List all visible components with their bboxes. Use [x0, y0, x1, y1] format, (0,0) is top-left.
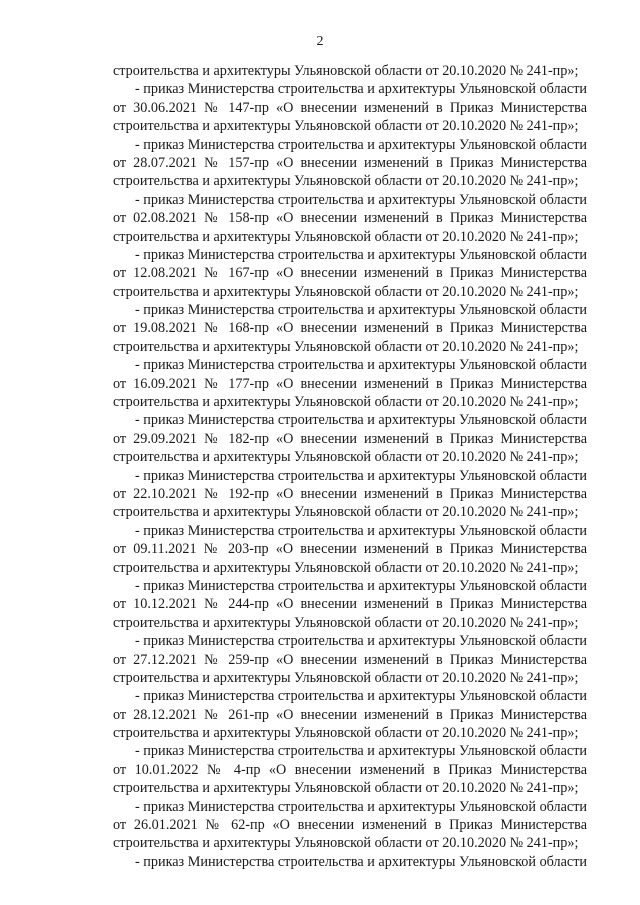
order-text-line: - приказ Министерства строительства и архитектуры Ульяновской области — [135, 522, 587, 539]
list-item — [113, 191, 587, 246]
order-text-line: от 30.06.2021 № 147-пр «О внесении изменений в Приказ Министерства — [113, 99, 587, 116]
list-item — [113, 136, 587, 191]
order-text-line: - приказ Министерства строительства и архитектуры Ульяновской области — [135, 302, 587, 319]
order-text-line: - приказ Министерства строительства и архитектуры Ульяновской области — [135, 81, 587, 98]
order-text-line: от 28.12.2021 № 261-пр «О внесении изменений в Приказ Министерства — [113, 706, 587, 723]
list-item — [113, 301, 587, 356]
list-item — [113, 742, 587, 797]
order-text-line: от 10.12.2021 № 244-пр «О внесении изменений в Приказ Министерства — [113, 596, 587, 613]
order-text-line: - приказ Министерства строительства и архитектуры Ульяновской области — [135, 357, 587, 374]
order-text-line: - приказ Министерства строительства и архитектуры Ульяновской области — [135, 798, 587, 815]
order-text-line: от 10.01.2022 № 4-пр «О внесении изменений в Приказ Министерства — [113, 761, 587, 778]
list-item — [113, 577, 587, 632]
order-text-line: строительства и архитектуры Ульяновской области от 20.10.2020 № 241-пр»; — [113, 780, 579, 797]
order-text-line: от 26.01.2021 № 62-пр «О внесении изменений в Приказ Министерства — [113, 817, 587, 834]
order-text-line: - приказ Министерства строительства и архитектуры Ульяновской области — [135, 633, 587, 650]
order-text-line: - приказ Министерства строительства и архитектуры Ульяновской области — [135, 467, 587, 484]
order-text-line: от 28.07.2021 № 157-пр «О внесении изменений в Приказ Министерства — [113, 154, 587, 171]
list-item — [113, 687, 587, 742]
order-text-line: от 27.12.2021 № 259-пр «О внесении изменений в Приказ Министерства — [113, 651, 587, 668]
order-text-line: - приказ Министерства строительства и архитектуры Ульяновской области — [135, 136, 587, 153]
list-item — [113, 632, 587, 687]
order-text-line: строительства и архитектуры Ульяновской области от 20.10.2020 № 241-пр»; — [113, 504, 579, 521]
order-list — [113, 80, 587, 852]
list-item — [113, 80, 587, 135]
list-item — [113, 246, 587, 301]
order-text-line: строительства и архитектуры Ульяновской области от 20.10.2020 № 241-пр»; — [113, 835, 579, 852]
order-text-line: от 09.11.2021 № 203-пр «О внесении изменений в Приказ Министерства — [113, 541, 587, 558]
order-text-line: строительства и архитектуры Ульяновской области от 20.10.2020 № 241-пр»; — [113, 725, 579, 742]
order-text-line: - приказ Министерства строительства и архитектуры Ульяновской области — [135, 743, 587, 760]
list-item — [113, 467, 587, 522]
order-text-line: от 29.09.2021 № 182-пр «О внесении изменений в Приказ Министерства — [113, 430, 587, 447]
order-text-line: строительства и архитектуры Ульяновской области от 20.10.2020 № 241-пр»; — [113, 228, 579, 245]
order-text-line: строительства и архитектуры Ульяновской области от 20.10.2020 № 241-пр»; — [113, 394, 579, 411]
order-text-line: строительства и архитектуры Ульяновской области от 20.10.2020 № 241-пр»; — [113, 118, 579, 135]
order-text-line: - приказ Министерства строительства и архитектуры Ульяновской области — [135, 246, 587, 263]
order-text-line: строительства и архитектуры Ульяновской области от 20.10.2020 № 241-пр»; — [113, 449, 579, 466]
page-number: 2 — [316, 34, 324, 49]
order-text-line: строительства и архитектуры Ульяновской области от 20.10.2020 № 241-пр»; — [113, 173, 579, 190]
order-text-line: - приказ Министерства строительства и архитектуры Ульяновской области — [135, 688, 587, 705]
order-text-line: от 16.09.2021 № 177-пр «О внесении изменений в Приказ Министерства — [113, 375, 587, 392]
document-body — [113, 62, 587, 871]
order-text-line: от 19.08.2021 № 168-пр «О внесении изменений в Приказ Министерства — [113, 320, 587, 337]
order-text-line: - приказ Министерства строительства и архитектуры Ульяновской области — [135, 577, 587, 594]
intro-line: строительства и архитектуры Ульяновской области от 20.10.2020 № 241-пр»; — [113, 63, 579, 79]
order-text-line: от 22.10.2021 № 192-пр «О внесении изменений в Приказ Министерства — [113, 485, 587, 502]
list-item — [113, 356, 587, 411]
order-text-line: - приказ Министерства строительства и архитектуры Ульяновской области — [135, 412, 587, 429]
list-item — [113, 798, 587, 853]
order-text-line: строительства и архитектуры Ульяновской области от 20.10.2020 № 241-пр»; — [113, 614, 579, 631]
order-text-line: строительства и архитектуры Ульяновской области от 20.10.2020 № 241-пр»; — [113, 338, 579, 355]
order-text-line: строительства и архитектуры Ульяновской области от 20.10.2020 № 241-пр»; — [113, 669, 579, 686]
list-item — [113, 411, 587, 466]
list-item — [113, 522, 587, 577]
order-text-line: - приказ Министерства строительства и архитектуры Ульяновской области — [135, 191, 587, 208]
order-text-line: от 02.08.2021 № 158-пр «О внесении изменений в Приказ Министерства — [113, 210, 587, 227]
order-text-line: строительства и архитектуры Ульяновской области от 20.10.2020 № 241-пр»; — [113, 559, 579, 576]
order-text-line: строительства и архитектуры Ульяновской области от 20.10.2020 № 241-пр»; — [113, 283, 579, 300]
final-line: - приказ Министерства строительства и архитектуры Ульяновской области — [135, 853, 587, 870]
order-text-line: от 12.08.2021 № 167-пр «О внесении изменений в Приказ Министерства — [113, 265, 587, 282]
